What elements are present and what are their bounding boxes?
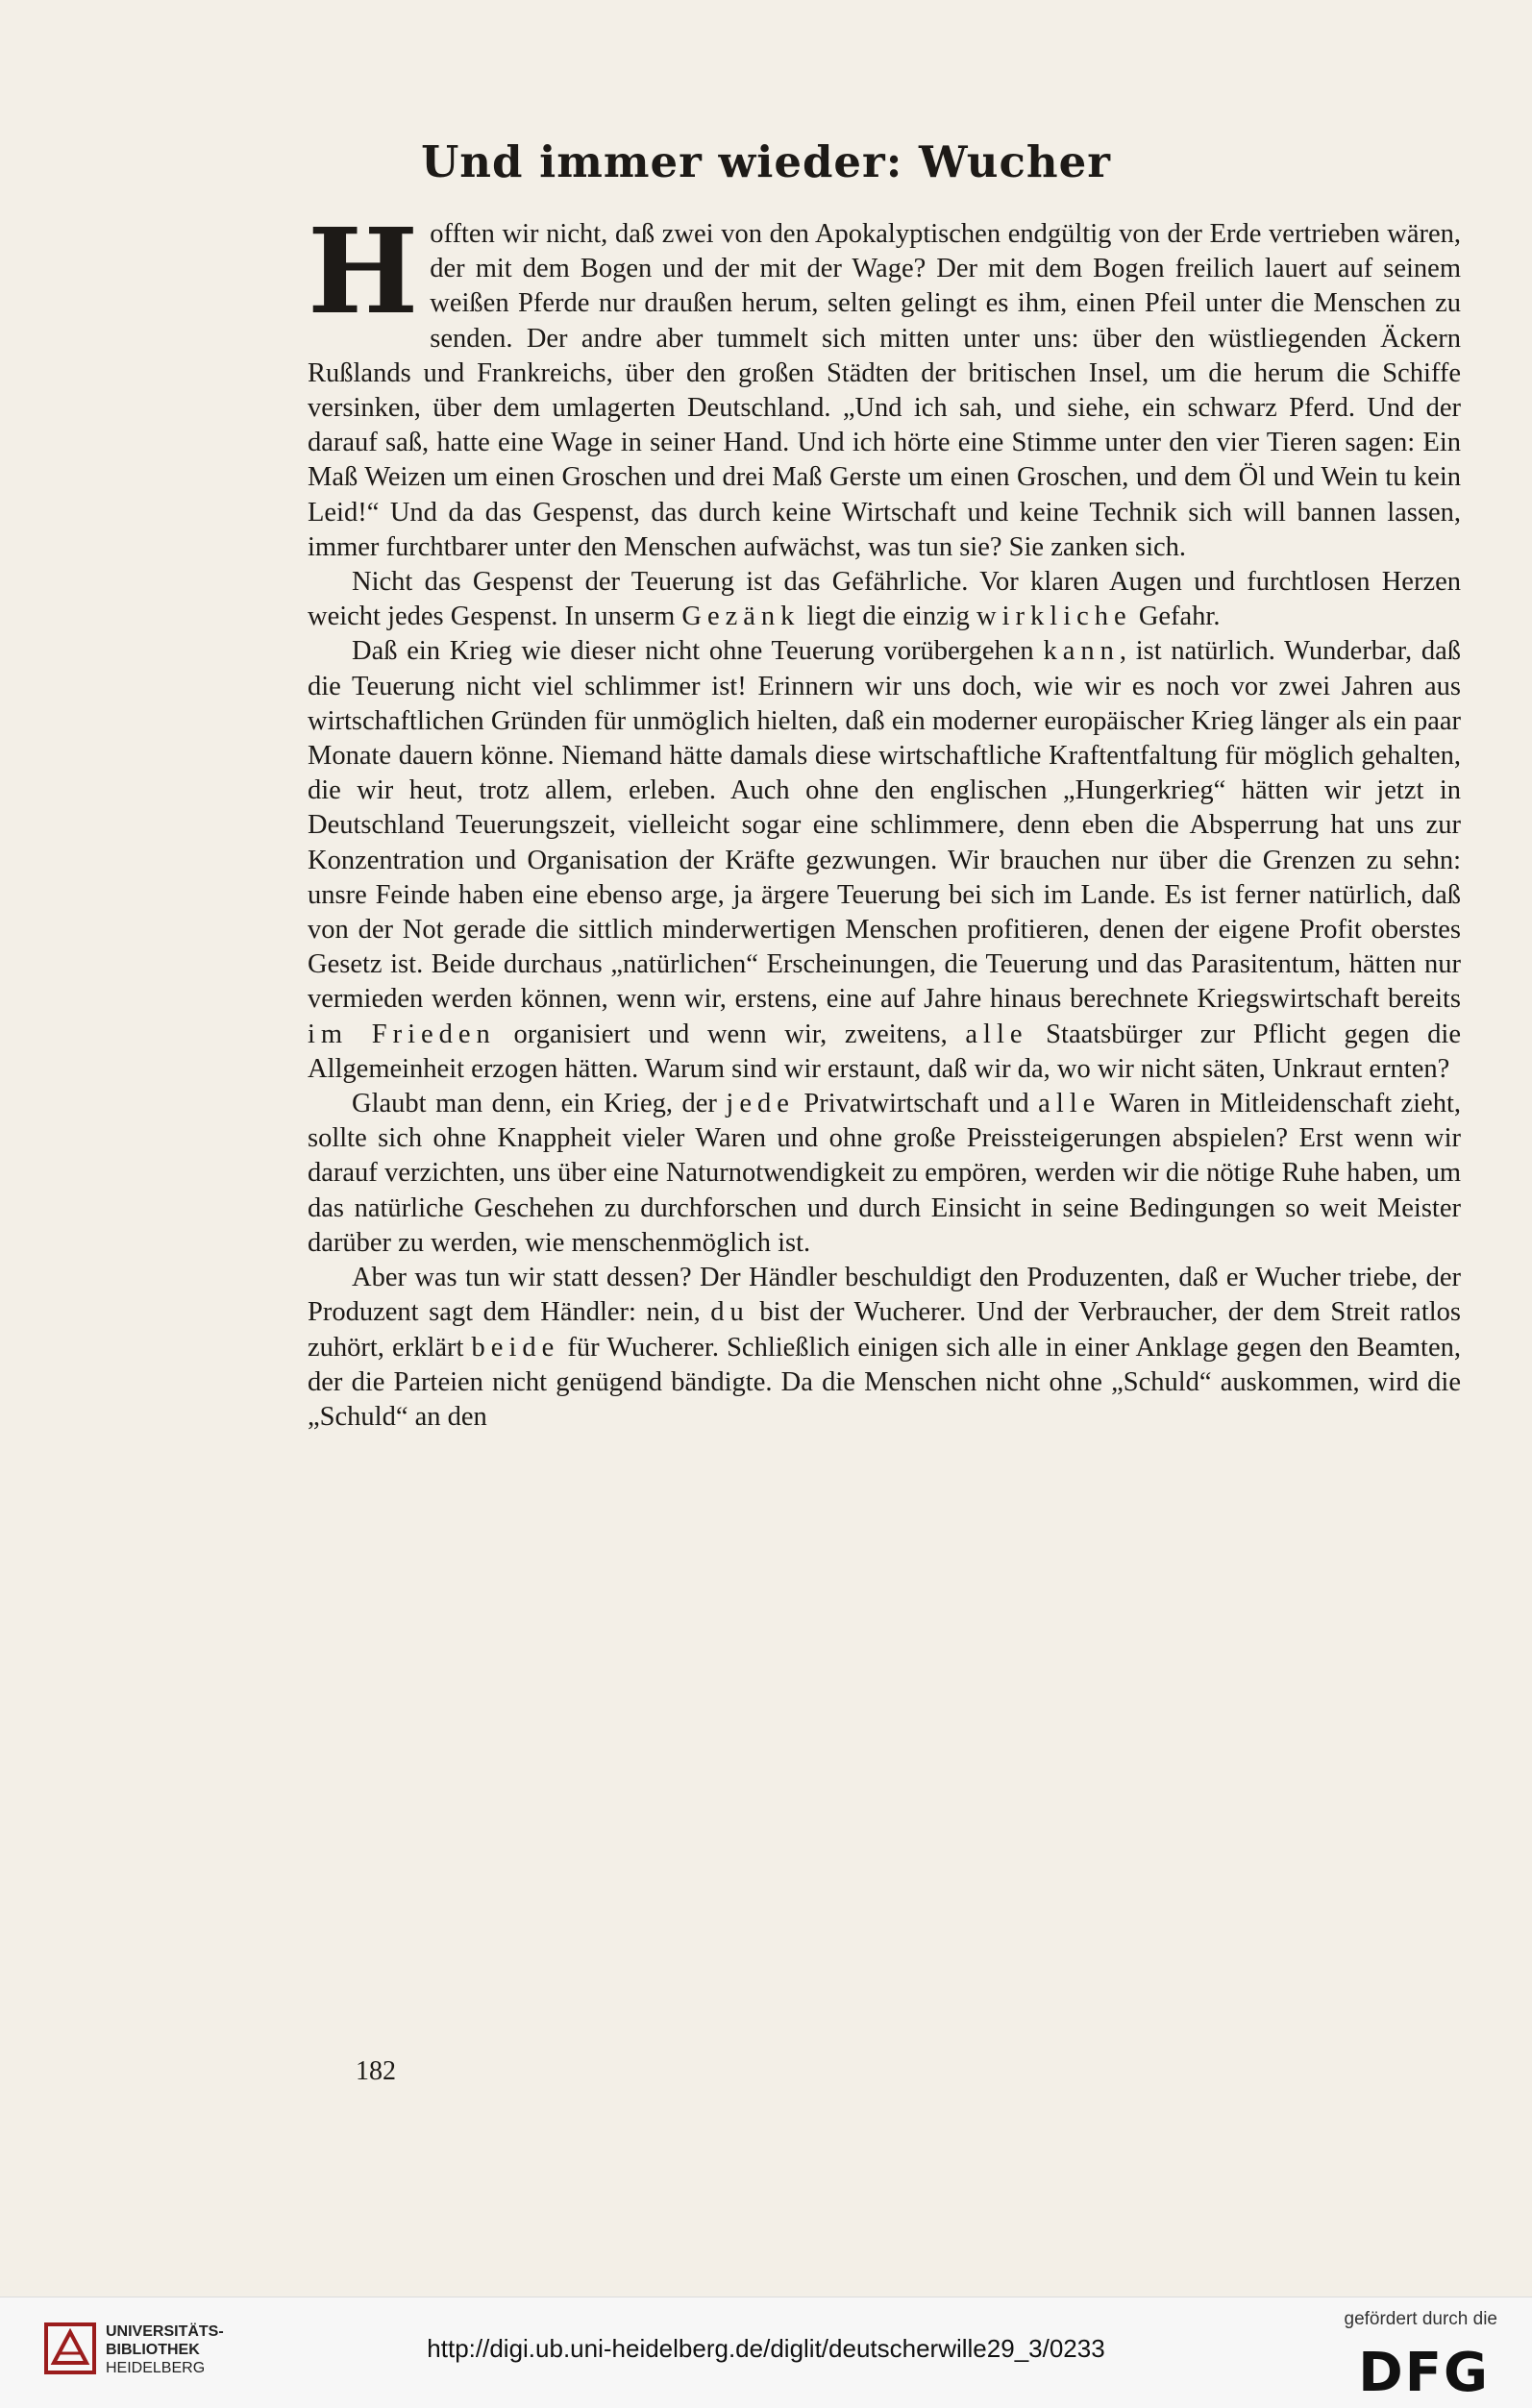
text-run: organisiert und wenn wir, zweitens, bbox=[495, 1019, 966, 1049]
emphasis-text: im Frieden bbox=[308, 1019, 496, 1049]
paragraph bbox=[308, 1087, 1461, 1261]
text-run: Daß ein Krieg wie dieser nicht ohne Teuerung vorübergehen bbox=[352, 636, 1044, 667]
paragraph bbox=[308, 634, 1461, 1087]
emphasis-text: wirkliche bbox=[976, 602, 1132, 632]
paragraph bbox=[308, 565, 1461, 634]
text-run: Staatsbürger zur Pflicht gegen die Allgemeinheit erzogen hätten. Warum sind wir erstaunt, daß wir da, wo wir nicht säten, Unkraut ernten? bbox=[308, 1019, 1461, 1084]
article-title: Und immer wieder: Wucher bbox=[421, 136, 1111, 187]
text-run: Glaubt man denn, ein Krieg, der bbox=[352, 1089, 727, 1119]
emphasis-text: Gezänk bbox=[681, 602, 801, 632]
dfg-logo: DFG bbox=[1358, 2342, 1490, 2404]
emphasis-text: alle bbox=[1038, 1089, 1101, 1119]
viewer-footer bbox=[0, 2297, 1532, 2408]
source-url-link[interactable]: http://digi.ub.uni-heidelberg.de/diglit/deutscherwille29_3/0233 bbox=[427, 2334, 1105, 2363]
text-run: , ist natürlich. Wunderbar, daß die Teuerung nicht viel schlimmer ist! Erinnern wir uns doch, wie wir es noch vor zwei Jahren aus wirtschaftlichen Gründen für unmöglich hielten, daß ein moderner europäischer Krieg länger als ein paar Monate dauern könne. Niemand hätte damals diese wirtschaftliche Kraftentfaltung für möglich gehalten, die wir heut, trotz allem, erleben. Auch ohne den englischen „Hungerkrieg“ hätten wir jetzt in Deutschland Teuerungszeit, vielleicht sogar eine schlimmere, denn eben die Absperrung hat uns zur Konzentration und Organisation der Kräfte gezwungen. Wir brauchen nur über die Grenzen zu sehn: unsre Feinde haben eine ebenso arge, ja ärgere Teuerung bei sich im Lande. Es ist ferner natürlich, daß von der Not gerade die sittlich minderwertigen Menschen profitieren, denen der eigene Profit oberstes Gesetz ist. Beide durchaus „natürlichen“ Erscheinungen, die Teuerung und das Parasitentum, hätten nur vermieden werden können, wenn wir, erstens, eine auf Jahre hinaus berechnete Kriegswirtschaft bereits bbox=[308, 636, 1461, 1015]
text-run: offten wir nicht, daß zwei von den Apokalyptischen endgültig von der Erde vertrieben wären, der mit dem Bogen und der mit der Wage? Der mit dem Bogen freilich lauert auf seinem weißen Pferde nur draußen herum, selten gelingt es ihm, einen Pfeil unter die Menschen zu senden. Der andre aber tummelt sich mitten unter uns: über den wüstliegenden Äckern Rußlands und Frankreichs, über den großen Städten der britischen Insel, um die herum die Schiffe versinken, über dem umlagerten Deutschland. „Und ich sah, und siehe, ein schwarz Pferd. Und der darauf saß, hatte eine Wage in seiner Hand. Und ich hörte eine Stimme unter den vier Tieren sagen: Ein Maß Weizen um einen Groschen und drei Maß Gerste um einen Groschen, und dem Öl und Wein tu kein Leid!“ Und da das Gespenst, das durch keine Wirtschaft und keine Technik sich will bannen lassen, immer furchtbarer unter den Menschen aufwächst, was tun sie? Sie zanken sich. bbox=[308, 219, 1461, 562]
emphasis-text: kann bbox=[1043, 636, 1120, 667]
text-run: Aber was tun wir statt dessen? Der Händler beschuldigt den Produzenten, daß er Wucher triebe, der Produzent sagt dem Händler: nein, bbox=[308, 1263, 1461, 1328]
page-number: 182 bbox=[356, 2056, 396, 2086]
article-body bbox=[308, 202, 1462, 1435]
text-run: bist der Wucherer. Und der Verbraucher, der dem Streit ratlos zuhört, erklärt bbox=[308, 1297, 1461, 1363]
text-run: liegt die einzig bbox=[800, 602, 977, 632]
emphasis-text: du bbox=[710, 1297, 750, 1328]
emphasis-text: alle bbox=[965, 1019, 1028, 1049]
emphasis-text: jede bbox=[726, 1089, 795, 1119]
funding-label: gefördert durch die bbox=[1344, 2309, 1497, 2329]
text-run: Privatwirtschaft und bbox=[794, 1089, 1039, 1119]
library-logo-text: UNIVERSITÄTS- BIBLIOTHEK HEIDELBERG bbox=[106, 2323, 224, 2376]
paragraph bbox=[308, 1261, 1461, 1435]
text-run: Nicht das Gespenst der Teuerung ist das Gefährliche. Vor klaren Augen und furchtlosen Herzen weicht jedes Gespenst. In unserm bbox=[308, 567, 1461, 632]
text-run: Waren in Mitleidenschaft zieht, sollte sich ohne Knappheit vieler Waren und ohne große Preissteigerungen abspielen? Erst wenn wir darauf verzichten, uns über eine Naturnotwendigkeit zu empören, werden wir die nötige Ruhe haben, um das natürliche Geschehen zu durchforschen und durch Einsicht in seine Bedingungen so weit Meister darüber zu werden, wie menschenmöglich ist. bbox=[308, 1089, 1462, 1258]
text-run: Gefahr. bbox=[1131, 602, 1221, 632]
emphasis-text: beide bbox=[471, 1332, 560, 1363]
drop-cap: H bbox=[308, 202, 419, 340]
paragraph bbox=[308, 202, 1461, 565]
text-run: für Wucherer. Schließlich einigen sich alle in einer Anklage gegen den Beamten, der die Parteien nicht genügend bändigte. Da die Menschen nicht ohne „Schuld“ auskommen, wird die „Schuld“ an den bbox=[308, 1332, 1461, 1432]
